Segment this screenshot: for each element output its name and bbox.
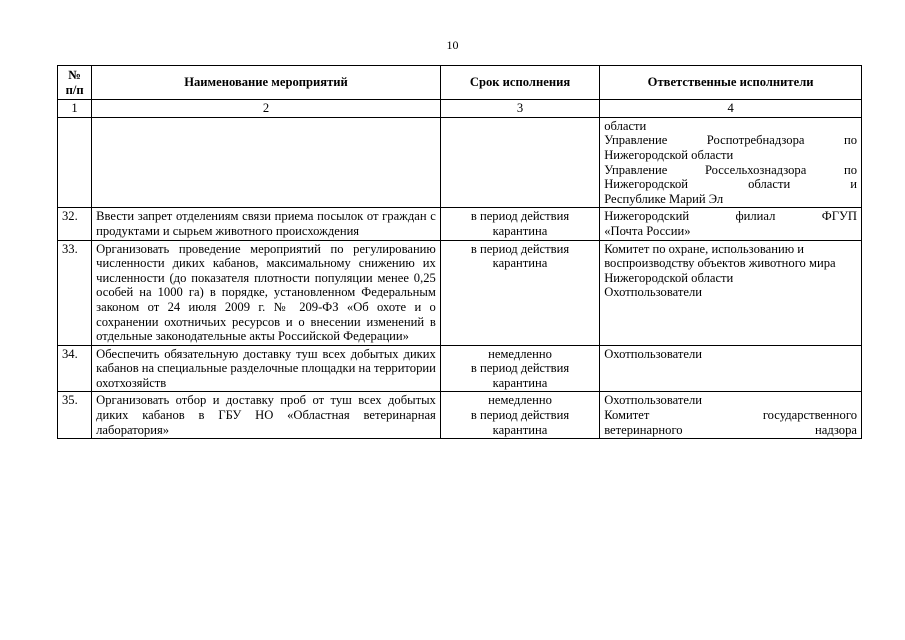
cell-name: Организовать отбор и доставку проб от туш всех добытых диких кабанов в ГБУ НО «Областная ветеринарная лаборатория» xyxy=(92,392,441,439)
cell-term xyxy=(440,392,599,439)
table-header-row xyxy=(58,66,862,100)
term-line: в период действия xyxy=(470,209,570,224)
responsible-line: Республике Марий Эл xyxy=(604,191,724,206)
cell-responsible xyxy=(600,345,862,392)
column-number: 2 xyxy=(92,100,441,118)
cell-term xyxy=(440,208,599,240)
table-row xyxy=(58,240,862,345)
responsible-line: Охотпользователи xyxy=(604,285,702,300)
cell-name xyxy=(92,117,441,208)
header-term: Срок исполнения xyxy=(440,66,599,100)
table-row xyxy=(58,208,862,240)
cell-name: Организовать проведение мероприятий по регулированию численности диких кабанов, максимальному снижению их численности (до показателя плотности популяции менее 0,25 особей на 1000 га) в порядке, установленном Федеральным законом от 24 июля 2009 г. № 209-ФЗ «Об охоте и о сохранении охотничьих ресурсов и о внесении изменений в отдельные законодательные акты Российской Федерации» xyxy=(92,240,441,345)
header-name: Наименование мероприятий xyxy=(92,66,441,100)
responsible-line: Нижегородский филиал ФГУП xyxy=(604,209,857,224)
cell-no: 33. xyxy=(58,240,92,345)
page-number: 10 xyxy=(446,38,459,52)
cell-no: 34. xyxy=(58,345,92,392)
responsible-line: Комитет по охране, использованию и воспроизводству объектов животного мира Нижегородской области xyxy=(604,241,836,285)
responsible-line: Управление Россельхознадзора по xyxy=(604,162,857,177)
cell-term xyxy=(440,117,599,208)
term-line: карантина xyxy=(492,422,548,437)
term-line: карантина xyxy=(492,223,548,238)
table-row xyxy=(58,345,862,392)
responsible-line: Охотпользователи xyxy=(604,346,702,361)
column-number: 3 xyxy=(440,100,599,118)
column-number: 4 xyxy=(600,100,862,118)
cell-name: Ввести запрет отделениям связи приема посылок от граждан с продуктами и сырьем животного происхождения xyxy=(92,208,441,240)
term-line: в период действия xyxy=(470,241,570,256)
cell-name: Обеспечить обязательную доставку туш всех добытых диких кабанов на специальные разделочные площадки на территории охотхозяйств xyxy=(92,345,441,392)
term-line: в период действия xyxy=(470,408,570,423)
header-responsible: Ответственные исполнители xyxy=(600,66,862,100)
table-row xyxy=(58,392,862,439)
term-line: карантина xyxy=(492,375,548,390)
term-line: немедленно xyxy=(488,393,552,408)
cell-no: 35. xyxy=(58,392,92,439)
responsible-line: Комитет государственного xyxy=(604,408,857,423)
responsible-line: «Почта России» xyxy=(604,223,691,238)
cell-term xyxy=(440,345,599,392)
term-line: в период действия xyxy=(470,361,570,376)
cell-responsible xyxy=(600,392,862,439)
header-no: № п/п xyxy=(58,66,92,100)
cell-term xyxy=(440,240,599,345)
cell-responsible xyxy=(600,240,862,345)
column-number-row xyxy=(58,100,862,118)
measures-table xyxy=(57,65,862,439)
cell-no: 32. xyxy=(58,208,92,240)
cell-responsible xyxy=(600,117,862,208)
column-number: 1 xyxy=(58,100,92,118)
responsible-line: Нижегородской области xyxy=(604,147,734,162)
cell-no xyxy=(58,117,92,208)
table-row-continuation xyxy=(58,117,862,208)
cell-responsible xyxy=(600,208,862,240)
responsible-line: Охотпользователи xyxy=(604,393,702,408)
responsible-line: Управление Роспотребнадзора по xyxy=(604,133,857,148)
responsible-line: области xyxy=(604,118,647,133)
responsible-line: ветеринарного надзора xyxy=(604,422,857,437)
term-line: карантина xyxy=(492,256,548,271)
term-line: немедленно xyxy=(488,346,552,361)
responsible-line: Нижегородской области и xyxy=(604,177,857,192)
